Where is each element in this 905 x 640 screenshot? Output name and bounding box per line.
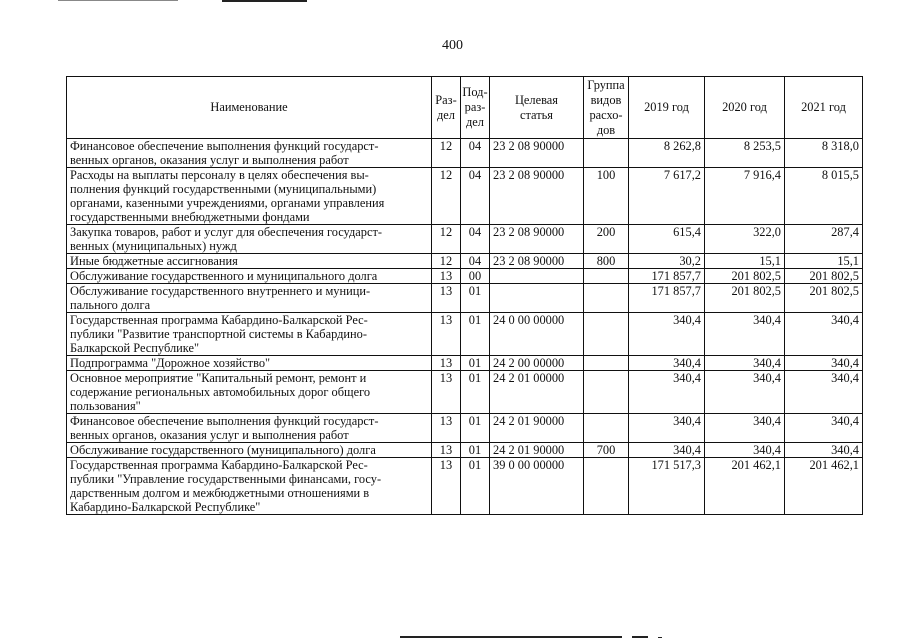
cell-name: Государственная программа Кабардино-Балкарской Рес- публики "Управление государственными финансами, госу- дарственным долгом и межбюджетными отношениями в Кабардино-Балкарской Республике" <box>67 458 432 515</box>
cell-2019: 340,4 <box>629 313 705 356</box>
cell-2020: 340,4 <box>705 443 785 458</box>
cell-2019: 30,2 <box>629 254 705 269</box>
cell-2021: 340,4 <box>785 313 863 356</box>
cell-target-article <box>490 269 584 284</box>
cell-2021: 8 318,0 <box>785 139 863 168</box>
cell-expense-group: 200 <box>584 225 629 254</box>
scan-artifact-bottom <box>632 636 648 638</box>
cell-2021: 201 802,5 <box>785 284 863 313</box>
cell-name: Обслуживание государственного и муниципального долга <box>67 269 432 284</box>
cell-razdel: 12 <box>432 254 461 269</box>
cell-2019: 340,4 <box>629 371 705 414</box>
cell-expense-group <box>584 284 629 313</box>
cell-target-article: 23 2 08 90000 <box>490 225 584 254</box>
cell-2020: 340,4 <box>705 313 785 356</box>
cell-name: Обслуживание государственного внутреннего и муници- пального долга <box>67 284 432 313</box>
header-2020: 2020 год <box>705 77 785 139</box>
cell-target-article: 23 2 08 90000 <box>490 254 584 269</box>
scan-artifact-bottom <box>658 637 662 638</box>
table-row <box>67 443 863 458</box>
header-expense-group: Группа видов расхо- дов <box>584 77 629 139</box>
cell-name: Иные бюджетные ассигнования <box>67 254 432 269</box>
cell-razdel: 12 <box>432 139 461 168</box>
cell-podrazdel: 01 <box>461 284 490 313</box>
table-row <box>67 356 863 371</box>
cell-2021: 340,4 <box>785 356 863 371</box>
cell-name: Подпрограмма "Дорожное хозяйство" <box>67 356 432 371</box>
cell-razdel: 13 <box>432 356 461 371</box>
table-row <box>67 269 863 284</box>
cell-expense-group <box>584 371 629 414</box>
table-row <box>67 371 863 414</box>
header-2021: 2021 год <box>785 77 863 139</box>
cell-2020: 201 802,5 <box>705 284 785 313</box>
cell-2019: 615,4 <box>629 225 705 254</box>
cell-razdel: 13 <box>432 313 461 356</box>
cell-name: Государственная программа Кабардино-Балкарской Рес- публики "Развитие транспортной системы в Кабардино- Балкарской Республике" <box>67 313 432 356</box>
cell-2019: 7 617,2 <box>629 168 705 225</box>
cell-target-article: 39 0 00 00000 <box>490 458 584 515</box>
cell-expense-group: 700 <box>584 443 629 458</box>
cell-razdel: 13 <box>432 269 461 284</box>
cell-podrazdel: 04 <box>461 139 490 168</box>
cell-2019: 8 262,8 <box>629 139 705 168</box>
scan-artifact-bottom <box>400 636 622 638</box>
cell-podrazdel: 04 <box>461 254 490 269</box>
table-row <box>67 414 863 443</box>
cell-2021: 287,4 <box>785 225 863 254</box>
cell-2019: 340,4 <box>629 443 705 458</box>
table-row <box>67 225 863 254</box>
cell-2021: 340,4 <box>785 443 863 458</box>
scan-artifact-top <box>58 0 178 1</box>
cell-name: Основное мероприятие "Капитальный ремонт, ремонт и содержание региональных автомобильных дорог общего пользования" <box>67 371 432 414</box>
header-row <box>67 77 863 139</box>
cell-razdel: 13 <box>432 443 461 458</box>
cell-razdel: 12 <box>432 168 461 225</box>
cell-expense-group <box>584 356 629 371</box>
cell-2020: 8 253,5 <box>705 139 785 168</box>
header-name: Наименование <box>67 77 432 139</box>
cell-target-article: 23 2 08 90000 <box>490 168 584 225</box>
cell-podrazdel: 04 <box>461 225 490 254</box>
cell-2020: 7 916,4 <box>705 168 785 225</box>
cell-expense-group: 100 <box>584 168 629 225</box>
cell-expense-group <box>584 269 629 284</box>
cell-2020: 15,1 <box>705 254 785 269</box>
header-podrazdel: Под- раз- дел <box>461 77 490 139</box>
table-row <box>67 458 863 515</box>
cell-2021: 201 462,1 <box>785 458 863 515</box>
cell-2020: 340,4 <box>705 356 785 371</box>
cell-target-article: 24 2 00 00000 <box>490 356 584 371</box>
cell-2021: 15,1 <box>785 254 863 269</box>
budget-table <box>66 76 863 515</box>
cell-target-article <box>490 284 584 313</box>
cell-2021: 8 015,5 <box>785 168 863 225</box>
cell-expense-group <box>584 139 629 168</box>
cell-2020: 340,4 <box>705 371 785 414</box>
cell-podrazdel: 01 <box>461 458 490 515</box>
cell-name: Финансовое обеспечение выполнения функций государст- венных органов, оказания услуг и выполнения работ <box>67 139 432 168</box>
cell-razdel: 12 <box>432 225 461 254</box>
cell-target-article: 24 2 01 90000 <box>490 414 584 443</box>
header-2019: 2019 год <box>629 77 705 139</box>
cell-podrazdel: 01 <box>461 414 490 443</box>
cell-2020: 322,0 <box>705 225 785 254</box>
cell-name: Финансовое обеспечение выполнения функций государст- венных органов, оказания услуг и выполнения работ <box>67 414 432 443</box>
cell-expense-group <box>584 313 629 356</box>
cell-2021: 340,4 <box>785 414 863 443</box>
table-row <box>67 313 863 356</box>
cell-2019: 340,4 <box>629 356 705 371</box>
cell-razdel: 13 <box>432 284 461 313</box>
cell-podrazdel: 01 <box>461 356 490 371</box>
cell-podrazdel: 04 <box>461 168 490 225</box>
cell-2021: 340,4 <box>785 371 863 414</box>
cell-target-article: 23 2 08 90000 <box>490 139 584 168</box>
cell-podrazdel: 00 <box>461 269 490 284</box>
page-number: 400 <box>442 38 463 53</box>
cell-2019: 171 857,7 <box>629 269 705 284</box>
cell-2019: 340,4 <box>629 414 705 443</box>
table-row <box>67 168 863 225</box>
cell-name: Расходы на выплаты персоналу в целях обеспечения вы- полнения функций государственными (муниципальными) органами, казенными учреждениями, органами управления государственными внебюджетными фондами <box>67 168 432 225</box>
cell-2020: 340,4 <box>705 414 785 443</box>
cell-2020: 201 462,1 <box>705 458 785 515</box>
table-row <box>67 284 863 313</box>
cell-target-article: 24 0 00 00000 <box>490 313 584 356</box>
cell-expense-group <box>584 458 629 515</box>
cell-expense-group <box>584 414 629 443</box>
table-row <box>67 254 863 269</box>
cell-2020: 201 802,5 <box>705 269 785 284</box>
cell-2019: 171 517,3 <box>629 458 705 515</box>
cell-expense-group: 800 <box>584 254 629 269</box>
cell-target-article: 24 2 01 90000 <box>490 443 584 458</box>
cell-razdel: 13 <box>432 458 461 515</box>
cell-name: Обслуживание государственного (муниципального) долга <box>67 443 432 458</box>
cell-target-article: 24 2 01 00000 <box>490 371 584 414</box>
scan-artifact-top <box>222 0 307 2</box>
cell-podrazdel: 01 <box>461 371 490 414</box>
cell-name: Закупка товаров, работ и услуг для обеспечения государст- венных (муниципальных) нужд <box>67 225 432 254</box>
cell-2019: 171 857,7 <box>629 284 705 313</box>
table-row <box>67 139 863 168</box>
header-target-article: Целевая статья <box>490 77 584 139</box>
cell-razdel: 13 <box>432 414 461 443</box>
cell-podrazdel: 01 <box>461 313 490 356</box>
cell-razdel: 13 <box>432 371 461 414</box>
cell-podrazdel: 01 <box>461 443 490 458</box>
cell-2021: 201 802,5 <box>785 269 863 284</box>
header-razdel: Раз- дел <box>432 77 461 139</box>
